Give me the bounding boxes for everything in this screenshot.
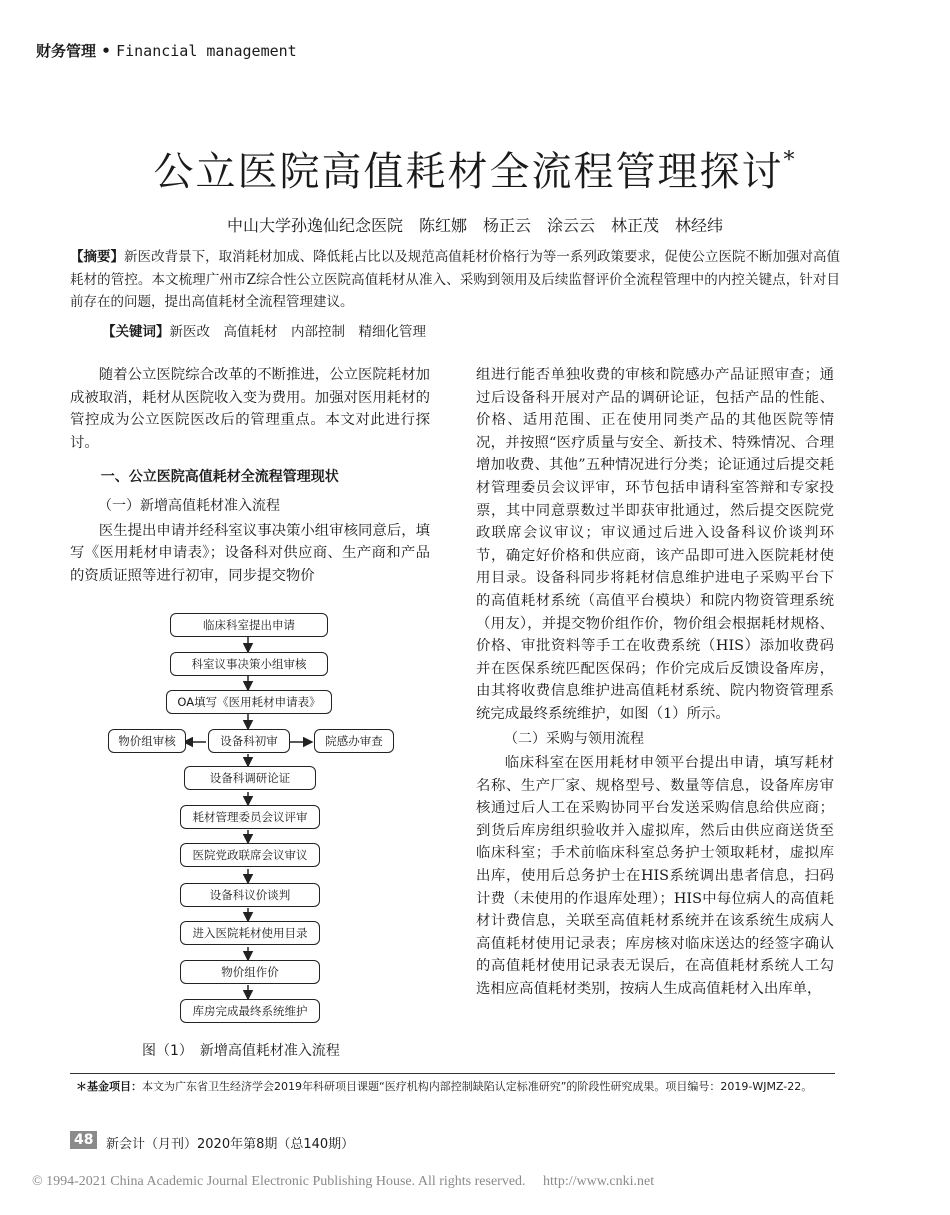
title-footnote-mark: * <box>783 148 797 173</box>
flow-step-price-negotiation: 设备科议价谈判 <box>180 883 320 907</box>
access-paragraph-continued: 组进行能否单独收费的审核和院感办产品证照审查；通过后设备科开展对产品的调研论证，包括产品的性能、价格、适用范围、正在使用同类产品的其他医院等情况，并按照“医疗质量与安全、新技术、特殊情况、合理增加收费、其他”五种情况进行分类；论证通过后提交耗材管理委员会议评审，环节包括申请科室答辩和专家投票，其中同意票数过半即获审批通过，然后提交医院党政联席会议审议；审议通过后进入设备科议价谈判环节，确定好价格和供应商，该产品即可进入医院耗材使用目录。设备科同步将耗材信息维护进电子采购平台下的高值耗材系统（高值平台模块）和院内物资管理系统（用友），并提交物价组作价，物价组会根据耗材规格、价格、审批资料等手工在收费系统（HIS）添加收费码并在医保系统匹配医保码；作价完成后反馈设备库房，由其将收费信息维护进高值耗材系统、院内物资管理系统完成最终系统维护，如图（1）所示。 <box>476 367 834 722</box>
flow-step-committee-review: 科室议事决策小组审核 <box>170 652 328 676</box>
page-number: 48 <box>70 1131 97 1149</box>
journal-info: 新会计（月刊）2020年第8期（总140期） <box>106 1137 355 1152</box>
access-paragraph: 医生提出申请并经科室议事决策小组审核同意后，填写《医用耗材申请表》；设备科对供应商、生产商和产品的资质证照等进行初审，同步提交物价 <box>70 522 430 584</box>
flow-step-catalog-entry: 进入医院耗材使用目录 <box>180 921 320 945</box>
abstract-label: 【摘要】 <box>70 249 125 265</box>
header-section-en: Financial management <box>116 42 297 60</box>
article-title <box>0 140 950 197</box>
keywords-label: 【关键词】 <box>102 324 170 340</box>
authors-line: 中山大学孙逸仙纪念医院 陈红娜 杨正云 涂云云 林正茂 林经纬 <box>226 216 723 235</box>
subsection-heading-1: （一）新增高值耗材准入流程 <box>98 497 280 514</box>
footnote-text: 本文为广东省卫生经济学会2019年科研项目课题“医疗机构内部控制缺陷认定标准研究”的阶段性研究成果。项目编号：2019-WJMZ-22。 <box>142 1080 813 1093</box>
footnote-label: ＊基金项目： <box>76 1080 142 1093</box>
abstract <box>70 246 840 314</box>
left-column <box>70 364 430 587</box>
footnote-divider <box>70 1073 835 1074</box>
intro-paragraph: 随着公立医院综合改革的不断推进，公立医院耗材加成被取消，耗材从医院收入变为费用。加强对医用耗材的管控成为公立医院医改后的管理重点。本文对此进行探讨。 <box>70 367 430 451</box>
flow-step-system-maintenance: 库房完成最终系统维护 <box>180 999 320 1023</box>
keywords <box>102 320 426 340</box>
flowchart-figure <box>100 608 410 1030</box>
flow-step-pricing: 物价组作价 <box>180 960 320 984</box>
flow-step-materials-committee: 耗材管理委员会议评审 <box>180 805 320 829</box>
subsection-heading-2: （二）采购与领用流程 <box>504 730 644 747</box>
copyright-watermark: © 1994-2021 China Academic Journal Electronic Publishing House. All rights reserved. http://www.cnki.net <box>32 1174 655 1189</box>
flow-branch-price-review: 物价组审核 <box>108 729 186 753</box>
running-header <box>36 40 297 61</box>
flow-step-party-meeting: 医院党政联席会议审议 <box>180 843 320 867</box>
flow-step-apply: 临床科室提出申请 <box>170 613 328 637</box>
flow-branch-infection-review: 院感办审查 <box>314 729 394 753</box>
header-section-cn: 财务管理 <box>36 42 97 60</box>
flow-step-oa-form: OA填写《医用耗材申请表》 <box>166 690 332 714</box>
flow-step-initial-review: 设备科初审 <box>208 729 290 753</box>
header-bullet: • <box>101 42 111 60</box>
figure-caption: 图（1） 新增高值耗材准入流程 <box>142 1043 340 1059</box>
section-heading-1: 一、公立医院高值耗材全流程管理现状 <box>100 469 339 486</box>
title-text: 公立医院高值耗材全流程管理探讨 <box>153 149 784 195</box>
right-column <box>476 364 834 1001</box>
footnote <box>76 1078 836 1095</box>
procurement-paragraph: 临床科室在医用耗材申领平台提出申请，填写耗材名称、生产厂家、规格型号、数量等信息，设备库房审核通过后人工在采购协同平台发送采购信息给供应商；到货后库房组织验收并入虚拟库，然后由供应商送货至临床科室；手术前临床科室总务护士领取耗材，虚拟库出库，使用后总务护士在HIS系统调出患者信息，扫码计费（未使用的作退库处理）；HIS中每位病人的高值耗材计费信息，关联至高值耗材系统并在该系统生成病人高值耗材使用记录表；库房核对临床送达的经签字确认的高值耗材使用记录表无误后，在高值耗材系统人工勾选相应高值耗材类别，按病人生成高值耗材入出库单， <box>476 755 834 998</box>
flow-step-research: 设备科调研论证 <box>184 766 316 790</box>
keywords-text: 新医改 高值耗材 内部控制 精细化管理 <box>169 324 426 340</box>
abstract-text: 新医改背景下，取消耗材加成、降低耗占比以及规范高值耗材价格行为等一系列政策要求，促使公立医院不断加强对高值耗材的管控。本文梳理广州市Z综合性公立医院高值耗材从准入、采购到领用及后续监督评价全流程管理中的内控关键点，针对目前存在的问题，提出高值耗材全流程管理建议。 <box>70 249 841 310</box>
